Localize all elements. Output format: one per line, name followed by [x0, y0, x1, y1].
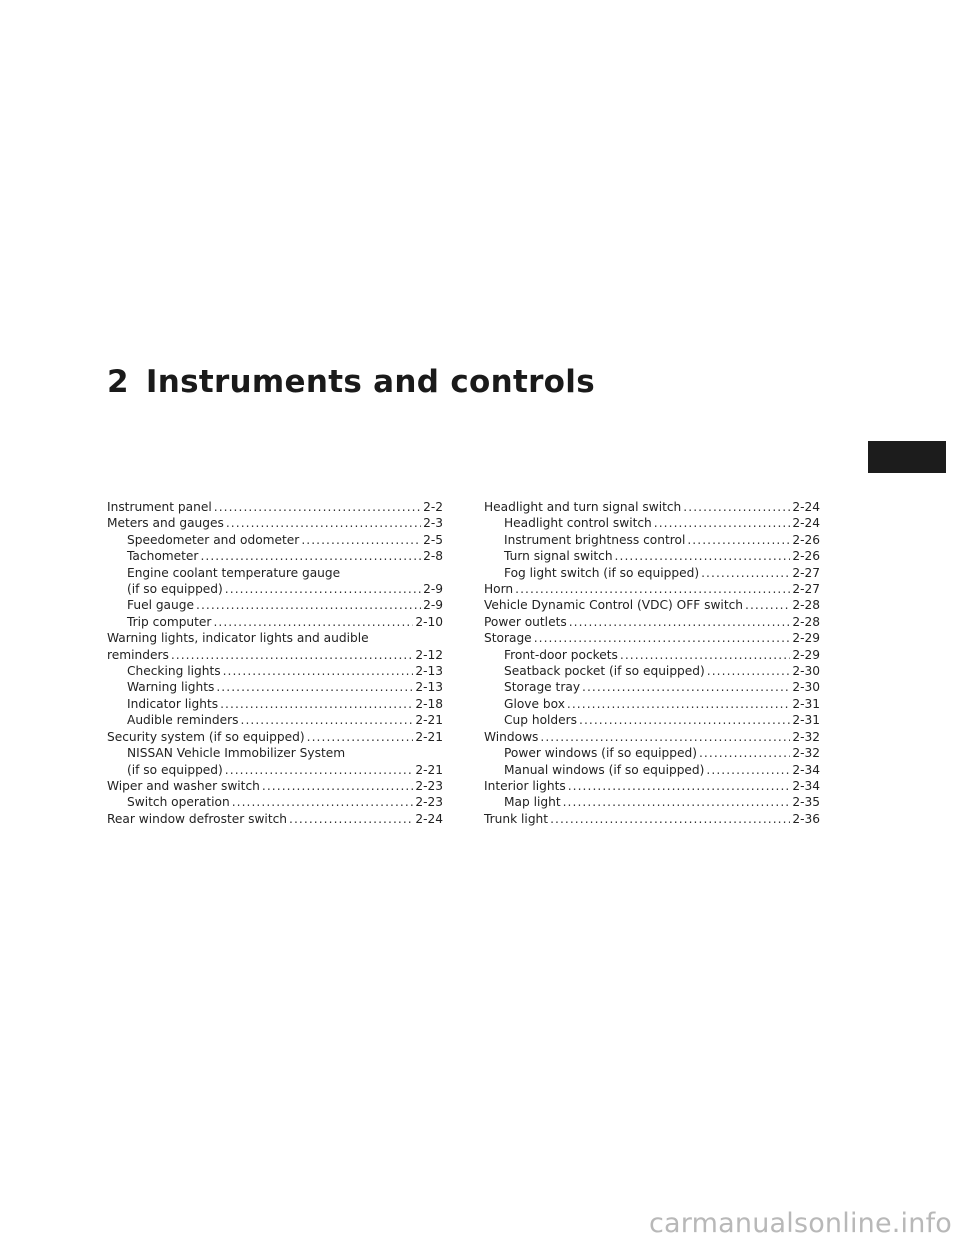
toc-dot-leader [620, 647, 790, 663]
toc-dot-leader [534, 630, 791, 646]
toc-dot-leader [579, 712, 790, 728]
toc-page-number: 2-32 [792, 729, 820, 744]
toc-dot-leader [301, 532, 421, 548]
toc-page-number: 2-32 [792, 746, 820, 761]
toc-entry-title: (if so equipped) [127, 582, 223, 597]
toc-page-number: 2-13 [415, 680, 443, 695]
toc-entry-title: Indicator lights [127, 696, 219, 711]
toc-page-number: 2-34 [792, 778, 820, 793]
toc-page-number: 2-12 [415, 647, 443, 662]
toc-entry-title: Security system (if so equipped) [107, 729, 305, 744]
toc-page-number: 2-21 [415, 713, 443, 728]
toc-entry-title: Power windows (if so equipped) [504, 746, 697, 761]
toc-dot-leader [200, 548, 421, 564]
toc-entry-title: Cup holders [504, 713, 578, 728]
toc-entry-wiper-and-washer-switch[interactable] [107, 778, 443, 794]
toc-page-number: 2-9 [423, 582, 443, 597]
toc-dot-leader [706, 762, 790, 778]
toc-entry-instrument-brightness-control[interactable] [484, 532, 820, 548]
toc-entry-glove-box[interactable] [484, 696, 820, 712]
toc-entry-title: Warning lights [127, 680, 215, 695]
toc-entry-title: Manual windows (if so equipped) [504, 762, 705, 777]
toc-entry-title: Tachometer [127, 549, 199, 564]
toc-entry-horn[interactable] [484, 581, 820, 597]
toc-page-number: 2-31 [792, 713, 820, 728]
toc-entry-title: NISSAN Vehicle Immobilizer System [127, 746, 346, 761]
toc-page-number: 2-24 [792, 500, 820, 514]
toc-entry-headlight-control-switch[interactable] [484, 515, 820, 531]
toc-page-number: 2-8 [423, 549, 443, 564]
toc-page-number: 2-21 [415, 729, 443, 744]
toc-entry-switch-operation[interactable] [107, 794, 443, 810]
toc-dot-leader [683, 499, 790, 515]
toc-entry-cup-holders[interactable] [484, 712, 820, 728]
toc-dot-leader [563, 794, 791, 810]
toc-dot-leader [654, 515, 791, 531]
toc-page-number: 2-29 [792, 631, 820, 646]
toc-dot-leader [289, 811, 413, 827]
toc-dot-leader [582, 679, 790, 695]
toc-dot-leader [307, 729, 414, 745]
toc-entry-title: Interior lights [484, 778, 566, 793]
toc-dot-leader [225, 581, 421, 597]
toc-entry-title: Rear window defroster switch [107, 811, 288, 826]
toc-page-number: 2-27 [792, 565, 820, 580]
toc-entry-instrument-panel[interactable] [107, 499, 443, 515]
toc-entry-continuation [127, 581, 443, 597]
toc-column-right [484, 499, 820, 827]
toc-page-number: 2-10 [415, 614, 443, 629]
toc-entry-front-door-pockets[interactable] [484, 647, 820, 663]
toc-page-number: 2-24 [792, 516, 820, 531]
toc-entry-title: Speedometer and odometer [127, 532, 300, 547]
toc-entry-title: Fog light switch (if so equipped) [504, 565, 700, 580]
toc-entry-power-outlets[interactable] [484, 614, 820, 630]
toc-entry-seatback-pocket-if-so-equipped[interactable] [484, 663, 820, 679]
toc-entry-title: Windows [484, 729, 539, 744]
toc-dot-leader [214, 499, 421, 515]
toc-entry-turn-signal-switch[interactable] [484, 548, 820, 564]
toc-dot-leader [223, 663, 414, 679]
toc-entry-title: Wiper and washer switch [107, 778, 260, 793]
toc-page-number: 2-31 [792, 696, 820, 711]
toc-entry-title: Map light [504, 795, 561, 810]
toc-page-number: 2-30 [792, 664, 820, 679]
toc-entry-meters-and-gauges[interactable] [107, 515, 443, 531]
toc-entry-title: Storage tray [504, 680, 581, 695]
toc-dot-leader [568, 778, 791, 794]
toc-page-number: 2-29 [792, 647, 820, 662]
toc-dot-leader [550, 811, 790, 827]
toc-entry-title: Instrument brightness control [504, 532, 686, 547]
toc-entry-continuation [107, 647, 443, 663]
toc-dot-leader [687, 532, 790, 548]
toc-entry-title: Headlight and turn signal switch [484, 500, 682, 514]
toc-entry-rear-window-defroster-switch[interactable] [107, 811, 443, 827]
toc-page-number: 2-23 [415, 795, 443, 810]
toc-entry-warning-lights-indicator-lights-and-audible[interactable] [107, 630, 443, 663]
toc-entry-title: Instrument panel [107, 500, 212, 514]
toc-entry-engine-coolant-temperature-gauge[interactable] [107, 565, 443, 598]
toc-page-number: 2-2 [423, 500, 443, 514]
toc-entry-title: Switch operation [127, 795, 230, 810]
toc-page-number: 2-28 [792, 598, 820, 613]
toc-entry-title: Horn [484, 582, 514, 597]
toc-entry-vehicle-dynamic-control-vdc-off-switch[interactable] [484, 597, 820, 613]
toc-entry-title: Vehicle Dynamic Control (VDC) OFF switch [484, 598, 744, 613]
toc-dot-leader [171, 647, 414, 663]
toc-entry-title: Headlight control switch [504, 516, 652, 531]
toc-dot-leader [241, 712, 414, 728]
chapter-tab-marker [868, 441, 946, 473]
chapter-title [107, 362, 595, 402]
toc-entry-fog-light-switch-if-so-equipped[interactable] [484, 565, 820, 581]
toc-entry-fuel-gauge[interactable] [107, 597, 443, 613]
toc-dot-leader [216, 679, 413, 695]
toc-entry-title: (if so equipped) [127, 762, 223, 777]
chapter-title-text: Instruments and controls [145, 364, 595, 400]
toc-entry-warning-lights[interactable] [107, 679, 443, 695]
toc-entry-security-system-if-so-equipped[interactable] [107, 729, 443, 745]
toc-entry-title: Storage [484, 631, 532, 646]
toc-entry-title: Audible reminders [127, 713, 239, 728]
toc-dot-leader [699, 745, 790, 761]
toc-entry-indicator-lights[interactable] [107, 696, 443, 712]
toc-dot-leader [701, 565, 790, 581]
toc-dot-leader [232, 794, 414, 810]
toc-entry-title: Power outlets [484, 614, 567, 629]
toc-entry-storage[interactable] [484, 630, 820, 646]
toc-entry-title: Trunk light [484, 811, 549, 826]
toc-page-number: 2-28 [792, 614, 820, 629]
toc-entry-tachometer[interactable] [107, 548, 443, 564]
toc-entry-audible-reminders[interactable] [107, 712, 443, 728]
toc-page-number: 2-23 [415, 778, 443, 793]
toc-entry-trip-computer[interactable] [107, 614, 443, 630]
toc-entry-nissan-vehicle-immobilizer-system[interactable] [107, 745, 443, 778]
toc-entry-storage-tray[interactable] [484, 679, 820, 695]
toc-page-number: 2-35 [792, 795, 820, 810]
toc-page-number: 2-27 [792, 582, 820, 597]
toc-entry-windows[interactable] [484, 729, 820, 745]
toc-dot-leader [515, 581, 790, 597]
toc-dot-leader [225, 762, 414, 778]
toc-page-number: 2-9 [423, 598, 443, 613]
toc-page-number: 2-26 [792, 532, 820, 547]
toc-dot-leader [745, 597, 790, 613]
toc-entry-title: Fuel gauge [127, 598, 194, 613]
toc-dot-leader [569, 614, 791, 630]
toc-page-number: 2-3 [423, 516, 443, 531]
toc-page-number: 2-18 [415, 696, 443, 711]
toc-dot-leader [615, 548, 791, 564]
toc-entry-interior-lights[interactable] [484, 778, 820, 794]
toc-entry-speedometer-and-odometer[interactable] [107, 532, 443, 548]
toc-entry-checking-lights[interactable] [107, 663, 443, 679]
toc-entry-power-windows-if-so-equipped[interactable] [484, 745, 820, 761]
toc-entry-title: Engine coolant temperature gauge [127, 565, 341, 580]
toc-page-number: 2-13 [415, 664, 443, 679]
toc-entry-title: reminders [107, 647, 169, 662]
toc-entry-map-light[interactable] [484, 794, 820, 810]
toc-entry-manual-windows-if-so-equipped[interactable] [484, 762, 820, 778]
toc-entry-title: Meters and gauges [107, 516, 224, 531]
toc-dot-leader [220, 696, 413, 712]
toc-page-number: 2-5 [423, 532, 443, 547]
watermark-text: carmanualsonline.info [649, 1208, 952, 1239]
toc-entry-title: Turn signal switch [504, 549, 613, 564]
toc-entry-continuation [127, 762, 443, 778]
toc-page-number: 2-24 [415, 811, 443, 826]
toc-page-number: 2-26 [792, 549, 820, 564]
toc-entry-headlight-and-turn-signal-switch[interactable] [484, 499, 820, 515]
toc-page-number: 2-21 [415, 762, 443, 777]
toc-page-number: 2-36 [792, 811, 820, 826]
toc-page-number: 2-34 [792, 762, 820, 777]
toc-entry-title: Trip computer [127, 614, 212, 629]
toc-dot-leader [707, 663, 791, 679]
toc-entry-title: Seatback pocket (if so equipped) [504, 664, 705, 679]
toc-dot-leader [213, 614, 413, 630]
toc-page-number: 2-30 [792, 680, 820, 695]
toc-dot-leader [567, 696, 790, 712]
toc-entry-title: Glove box [504, 696, 565, 711]
toc-entry-title: Checking lights [127, 664, 221, 679]
toc-column-left [107, 499, 443, 827]
toc-entry-trunk-light[interactable] [484, 811, 820, 827]
toc-dot-leader [262, 778, 413, 794]
toc-entry-title: Front-door pockets [504, 647, 618, 662]
chapter-number: 2 [107, 364, 129, 400]
toc-dot-leader [226, 515, 421, 531]
toc-dot-leader [540, 729, 790, 745]
toc-entry-title: Warning lights, indicator lights and audible [107, 631, 369, 646]
toc-dot-leader [196, 597, 421, 613]
